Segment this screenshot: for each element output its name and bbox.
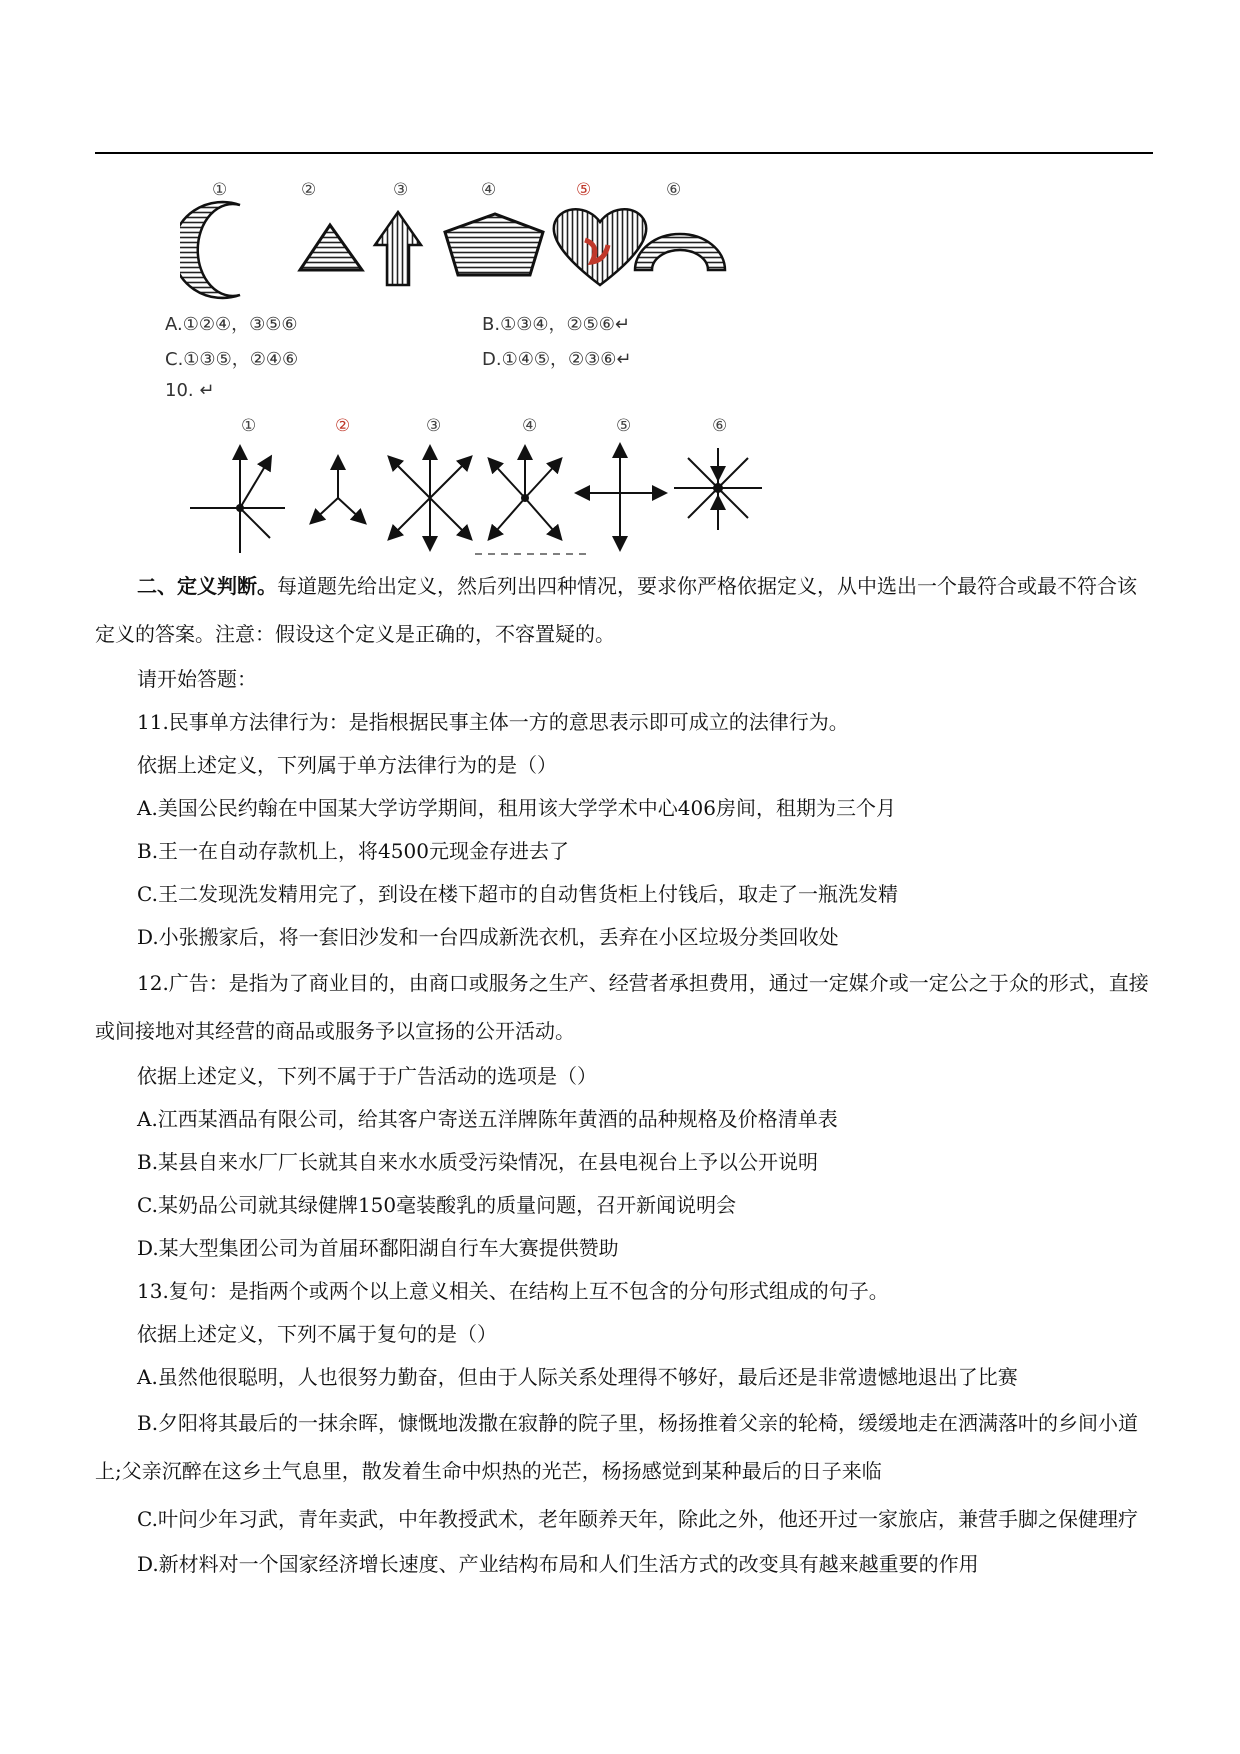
q10-fig-number: ⑤ — [616, 416, 632, 436]
q11-question: 依据上述定义，下列属于单方法律行为的是（） — [137, 753, 557, 777]
q10-fig-number: ④ — [522, 416, 538, 436]
q9-fig-number: ⑤ — [576, 180, 592, 200]
q12-option-a: A.江西某酒品有限公司，给其客户寄送五洋牌陈年黄酒的品种规格及价格清单表 — [137, 1107, 838, 1131]
header-rule — [95, 152, 1153, 154]
crescent-shape — [180, 202, 240, 298]
q12-definition: 12.广告：是指为了商业目的，由商口或服务之生产、经营者承担费用，通过一定媒介或一定公之于众的形式，直接或间接地对其经营的商品或服务予以宣扬的公开活动。 — [95, 971, 1149, 1043]
q11-option-b: B.王一在自动存款机上，将4500元现金存进去了 — [137, 839, 569, 863]
q12-option-c: C.某奶品公司就其绿健牌150毫装酸乳的质量问题，召开新闻说明会 — [137, 1193, 737, 1217]
pentagon-shape — [445, 214, 543, 275]
q13-option-c: C.叶问少年习武，青年卖武，中年教授武术，老年颐养天年，除此之外，他还开过一家旅店，兼营手脚之保健理疗 — [137, 1507, 1138, 1531]
q9-option-b: B.①③④，②⑤⑥↵ — [482, 314, 630, 335]
q10-fig-number: ③ — [426, 416, 442, 436]
q12-question: 依据上述定义，下列不属于于广告活动的选项是（） — [137, 1064, 597, 1088]
q9-fig-number: ⑥ — [666, 180, 682, 200]
q13-definition: 13.复句：是指两个或两个以上意义相关、在结构上互不包含的分句形式组成的句子。 — [137, 1279, 889, 1303]
q9-option-d: D.①④⑤，②③⑥↵ — [482, 349, 632, 370]
section-2-intro — [95, 562, 1153, 658]
q9-option-a: A.①②④，③⑤⑥ — [165, 314, 298, 335]
q10-fig-number: ⑥ — [712, 416, 728, 436]
heart-shape — [554, 209, 646, 285]
q11-option-d: D.小张搬家后，将一套旧沙发和一台四成新洗衣机，丢弃在小区垃圾分类回收处 — [137, 925, 839, 949]
q9-fig-number: ④ — [481, 180, 497, 200]
q10-fig-number: ② — [335, 416, 351, 436]
q12-option-b: B.某县自来水厂厂长就其自来水水质受污染情况，在县电视台上予以公开说明 — [137, 1150, 819, 1174]
up-arrow-shape — [375, 212, 421, 285]
q10-line-figures — [190, 438, 790, 558]
start-prompt: 请开始答题： — [137, 667, 257, 691]
q11-option-a: A.美国公民约翰在中国某大学访学期间，租用该大学学术中心406房间，租期为三个月 — [137, 796, 896, 820]
q13-option-d: D.新材料对一个国家经济增长速度、产业结构布局和人们生活方式的改变具有越来越重要的作用 — [137, 1552, 979, 1576]
section-intro-text: 每道题先给出定义，然后列出四种情况，要求你严格依据定义，从中选出一个最符合或最不符合该定义的答案。注意：假设这个定义是正确的，不容置疑的。 — [95, 574, 1137, 646]
q10-fig-number: ① — [241, 416, 257, 436]
section-2-text — [95, 562, 1153, 1586]
triangle-shape — [300, 225, 362, 270]
q13-option-b: B.夕阳将其最后的一抹余晖，慷慨地泼撒在寂静的院子里，杨扬推着父亲的轮椅，缓缓地走在洒满落叶的乡间小道上;父亲沉醉在这乡土气息里，散发着生命中炽热的光芒，杨扬感觉到某种最后的日子来临 — [95, 1411, 1139, 1483]
q13-question: 依据上述定义，下列不属于复句的是（） — [137, 1322, 497, 1346]
q9-fig-number: ② — [301, 180, 317, 200]
q11-definition: 11.民事单方法律行为：是指根据民事主体一方的意思表示即可成立的法律行为。 — [137, 710, 849, 734]
section-heading: 二、定义判断。 — [137, 574, 277, 598]
q9-shapes — [180, 200, 740, 300]
q9-fig-number: ③ — [393, 180, 409, 200]
q10-number: 10. ↵ — [165, 380, 215, 401]
q13-option-a: A.虽然他很聪明，人也很努力勤奋，但由于人际关系处理得不够好，最后还是非常遗憾地退出了比赛 — [137, 1365, 1018, 1389]
q9-fig-number: ① — [212, 180, 228, 200]
q9-option-c: C.①③⑤，②④⑥ — [165, 349, 299, 370]
rainbow-arch-shape — [635, 234, 725, 270]
q12-option-d: D.某大型集团公司为首届环鄱阳湖自行车大赛提供赞助 — [137, 1236, 619, 1260]
q11-option-c: C.王二发现洗发精用完了，到设在楼下超市的自动售货柜上付钱后，取走了一瓶洗发精 — [137, 882, 898, 906]
